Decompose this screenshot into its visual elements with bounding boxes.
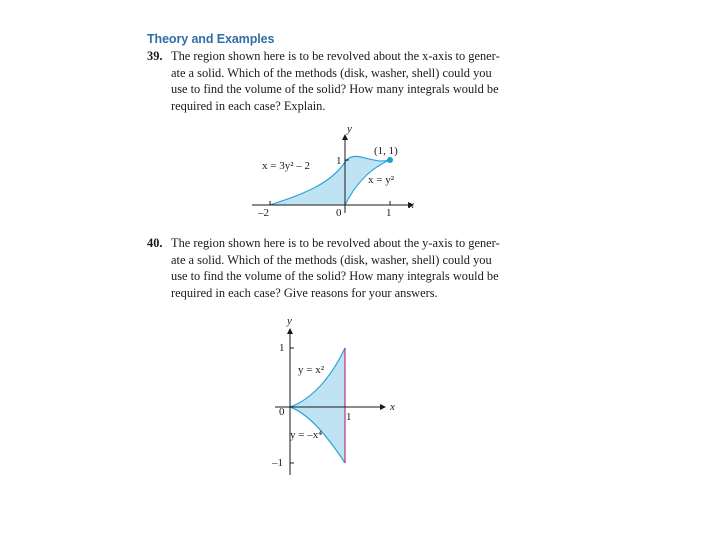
problem-number: 39. — [147, 49, 163, 63]
curve-top-label: y = x² — [298, 364, 325, 376]
axis-label-y: y — [287, 315, 292, 327]
problem-text-line: ate a solid. Which of the methods (disk, washer, shell) could you — [171, 65, 492, 80]
problem-text-line: required in each case? Give reasons for your answers. — [171, 285, 438, 300]
tick-label-x1: 1 — [386, 207, 392, 219]
axis-label-x: x — [390, 401, 395, 413]
section-heading: Theory and Examples — [147, 32, 275, 46]
tick-label-neg1: –1 — [272, 457, 283, 469]
problem-text-line: The region shown here is to be revolved about the x-axis to gener- — [171, 49, 500, 63]
tick-label-neg2: –2 — [258, 207, 269, 219]
axis-label-y: y — [347, 123, 352, 135]
curve-left-label: x = 3y² – 2 — [262, 160, 311, 172]
x-axis-arrow-40 — [380, 404, 386, 410]
point-label: (1, 1) — [374, 145, 398, 157]
problem-text-line: The region shown here is to be revolved about the y-axis to gener- — [171, 236, 500, 250]
problem-text-line: use to find the volume of the solid? How many integrals would be — [171, 269, 499, 283]
curve-right-label: x = y² — [368, 174, 395, 186]
tick-label-y1: 1 — [279, 342, 285, 354]
problem-text-line: required in each case? Explain. — [171, 98, 326, 113]
problem-number: 40. — [147, 236, 163, 250]
tick-label-y1: 1 — [336, 155, 342, 167]
tick-label-x1: 1 — [346, 411, 352, 423]
problem-text-line: ate a solid. Which of the methods (disk, washer, shell) could you — [171, 252, 492, 267]
problem-text-line: use to find the volume of the solid? How many integrals would be — [171, 82, 499, 96]
axis-label-x: x — [409, 199, 414, 211]
curve-bottom-label: y = –x⁴ — [290, 429, 323, 441]
y-axis-arrow-40 — [287, 328, 293, 334]
tick-label-0: 0 — [336, 207, 342, 219]
tick-label-0: 0 — [279, 406, 285, 418]
